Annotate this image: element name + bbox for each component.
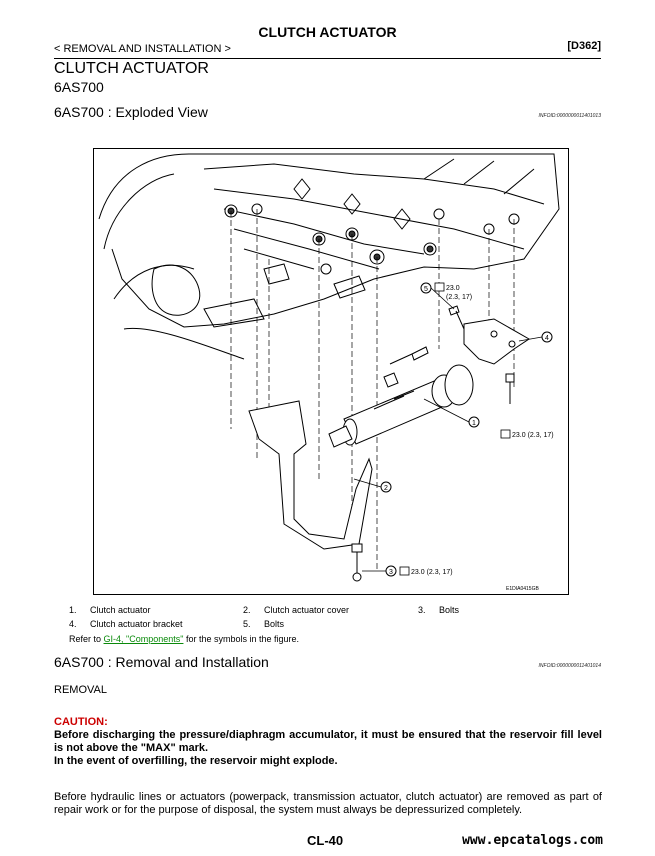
figure-id: E1DIA0415GB [506,586,539,592]
model-heading: 6AS700 [54,79,104,95]
caution-label: CAUTION: [54,716,108,728]
refer-note [69,634,299,644]
callout-label-3: 3 [389,569,393,576]
legend-num-3: 3. [418,605,426,615]
torque-top-value: 23.0 [446,285,460,292]
legend-label-5: Bolts [264,619,285,629]
legend-label-4: Clutch actuator bracket [90,619,183,629]
components-link[interactable]: GI-4, "Components" [103,634,184,644]
section-title: CLUTCH ACTUATOR [54,60,209,77]
caution-line-2: In the event of overfilling, the reservoir might explode. [54,755,338,767]
legend-num-4: 4. [69,619,77,629]
exploded-infoid: INFOID:0000000011401013 [538,113,601,119]
removal-subheading: REMOVAL [54,684,107,696]
legend-num-1: 1. [69,605,77,615]
exploded-view-figure [93,148,569,595]
page-header-title: CLUTCH ACTUATOR [258,24,397,40]
document-code: [D362] [567,40,601,52]
caution-text [54,729,602,768]
callout-label-4: 4 [545,335,549,342]
removal-installation-heading: 6AS700 : Removal and Installation [54,654,269,670]
site-watermark: www.epcatalogs.com [462,833,603,848]
legend-label-3: Bolts [439,605,460,615]
legend-label-2: Clutch actuator cover [264,605,350,615]
callout-label-5: 5 [424,286,428,293]
torque-right: 23.0 (2.3, 17) [512,432,554,439]
callout-label-1: 1 [472,420,476,427]
torque-top-units: (2.3, 17) [446,294,473,301]
caution-line-1: Before discharging the pressure/diaphragm accumulator, it must be ensured that the reservoir fill level is not above the "MAX" mark. [54,729,602,754]
header-divider [54,58,601,59]
torque-bottom: 23.0 (2.3, 17) [411,569,453,576]
legend-num-2: 2. [243,605,251,615]
legend-label-1: Clutch actuator [90,605,151,615]
removal-infoid: INFOID:0000000011401014 [538,663,601,669]
exploded-view-heading: 6AS700 : Exploded View [54,104,208,120]
legend-num-5: 5. [243,619,251,629]
depressurize-paragraph: Before hydraulic lines or actuators (powerpack, transmission actuator, clutch actuator) are removed as part of repair work or for the purpose of disposal, the system must always be depressurized completely. [54,791,602,816]
callout-label-2: 2 [384,485,388,492]
refer-prefix: Refer to [69,634,104,644]
page-number: CL-40 [307,833,344,848]
refer-suffix: for the symbols in the figure. [183,634,300,644]
breadcrumb: < REMOVAL AND INSTALLATION > [54,43,231,55]
